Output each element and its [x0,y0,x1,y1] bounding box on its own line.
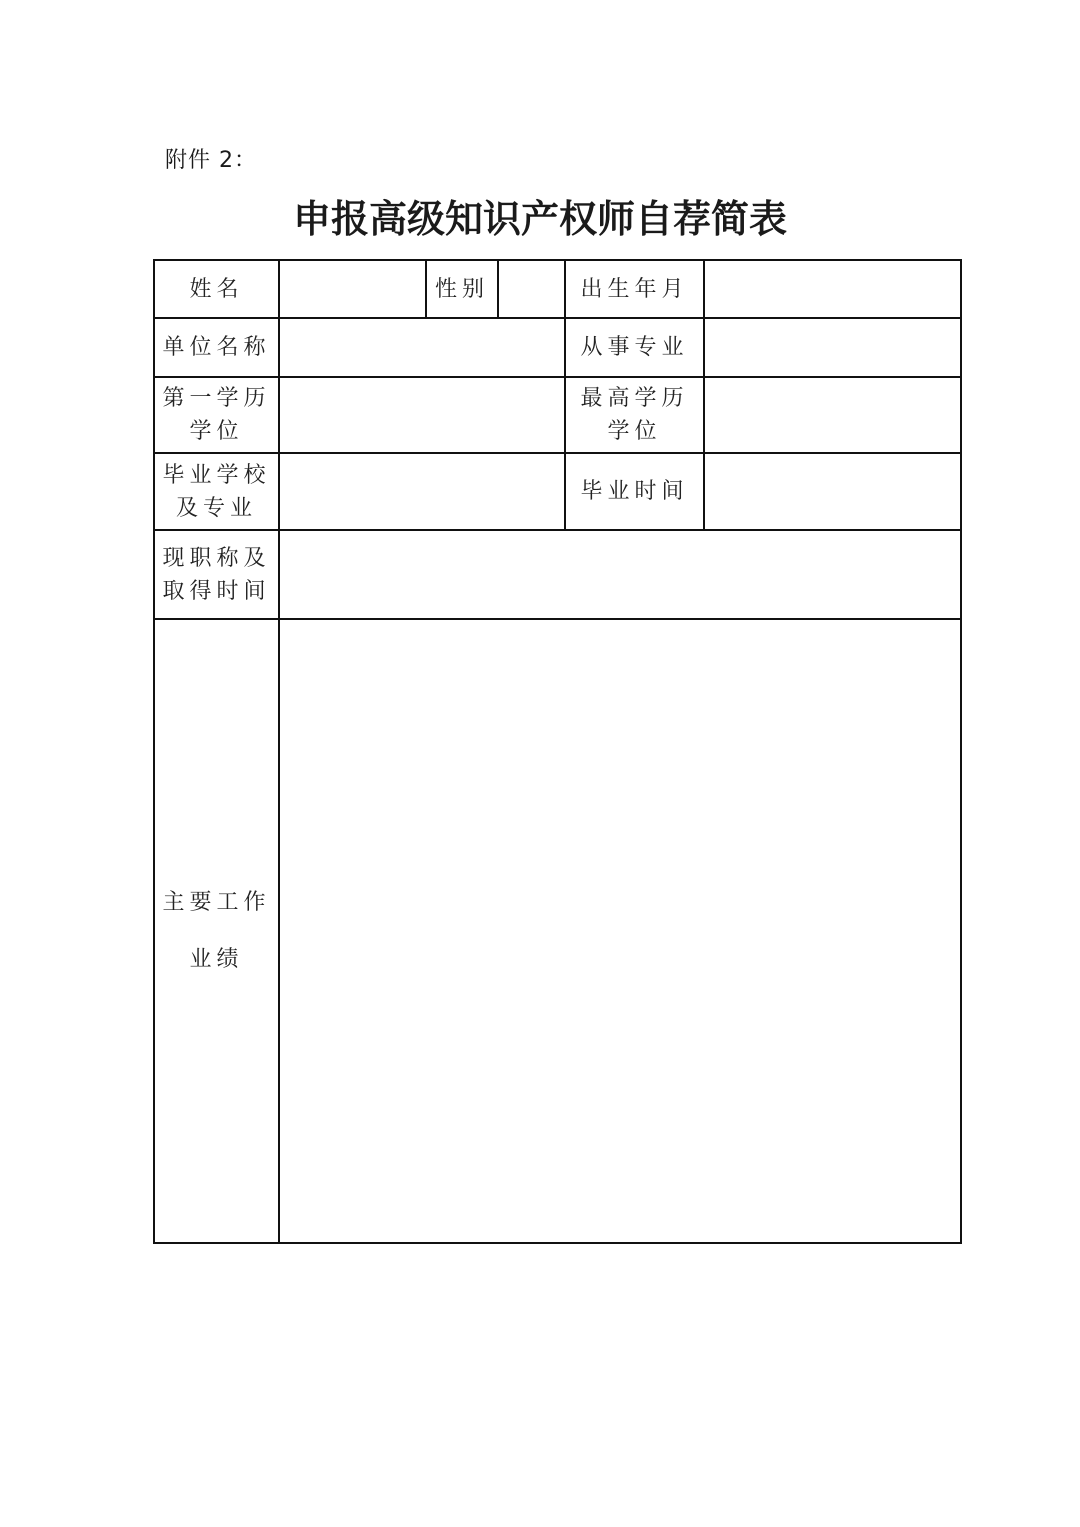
title-time-label [155,531,278,618]
form-title: 申报高级知识产权师自荐简表 [292,196,787,241]
work-achievements-label [155,620,278,1242]
birth-label: 出生年月 [580,276,689,302]
first-degree-field[interactable] [280,378,564,452]
table-border-right [960,259,962,1244]
gender-field[interactable] [499,261,564,317]
highest-degree-field[interactable] [705,378,960,452]
highest-degree-label-line1: 最高学历 [580,386,689,411]
highest-degree-label [566,378,703,452]
attachment-label: 附件 2： [165,148,257,173]
unit-field[interactable] [280,319,564,376]
grad-time-field[interactable] [705,454,960,529]
school-label-line1: 毕业学校 [162,462,271,488]
major-label: 从事专业 [580,335,689,360]
school-label [155,454,278,529]
name-label: 姓名 [189,276,244,302]
title-time-label-line2: 取得时间 [162,578,271,604]
school-label-line2: 及专业 [175,495,257,521]
first-degree-label [155,378,278,452]
school-field[interactable] [280,454,564,529]
birth-field[interactable] [705,261,960,317]
work-achievements-label-line2: 业绩 [189,947,244,972]
unit-label: 单位名称 [162,335,271,360]
first-degree-label-line1: 第一学历 [162,386,271,411]
table-border-bottom [153,1242,962,1244]
self-recommendation-form [153,259,962,1244]
title-time-field[interactable] [280,531,960,618]
name-field[interactable] [280,261,425,317]
highest-degree-label-line2: 学位 [607,419,662,444]
work-achievements-label-line1: 主要工作 [162,890,271,915]
work-achievements-field[interactable] [280,620,960,1242]
first-degree-label-line2: 学位 [189,419,244,444]
gender-label: 性别 [434,276,489,302]
major-field[interactable] [705,319,960,376]
grad-time-label: 毕业时间 [580,479,689,504]
title-time-label-line1: 现职称及 [162,545,271,571]
